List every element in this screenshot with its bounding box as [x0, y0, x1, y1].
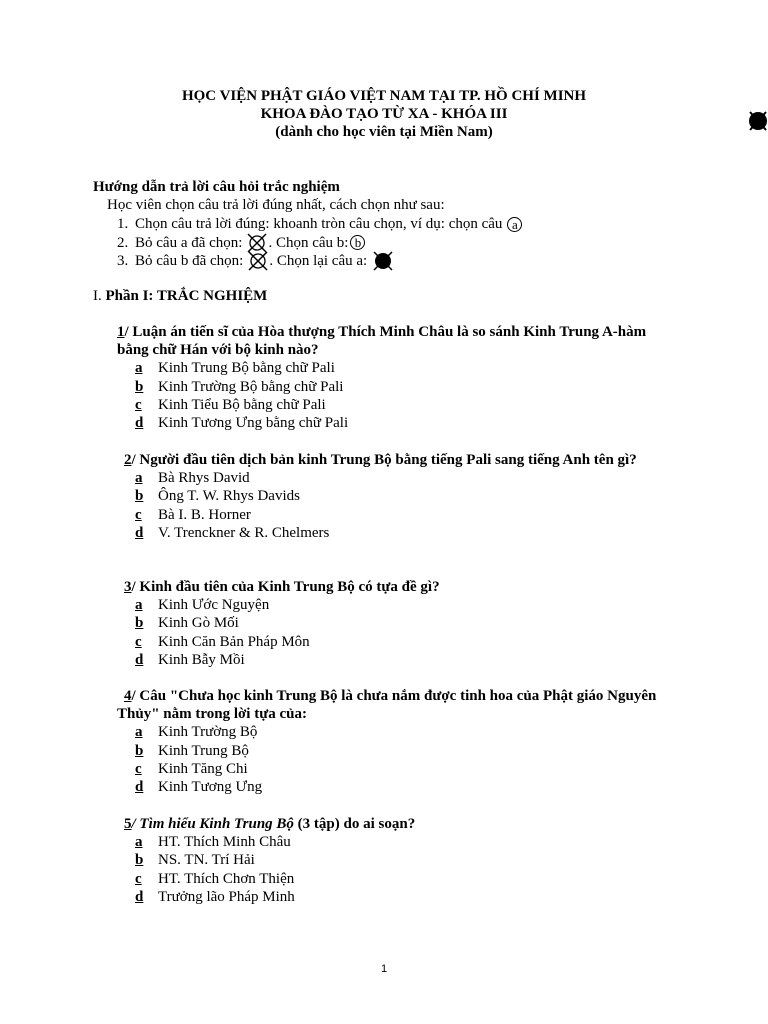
option-letter: d [135, 414, 144, 431]
option-letter: c [135, 506, 142, 523]
option-text: Kinh Tương Ưng [158, 778, 263, 795]
option-a[interactable] [135, 833, 684, 851]
instruction-text: Bỏ câu a đã chọn: [135, 234, 243, 251]
question-text [117, 451, 677, 469]
option-letter: a [135, 470, 143, 487]
option-letter: d [135, 524, 144, 541]
page-number: 1 [380, 963, 388, 975]
question-number: 2 [124, 452, 132, 468]
instruction-item-1 [117, 215, 524, 234]
option-letter: a [135, 360, 143, 377]
option-text: Kinh Bẫy Mồi [158, 651, 245, 668]
option-c[interactable] [135, 396, 677, 414]
option-a[interactable] [135, 359, 677, 377]
header-faculty: KHOA ĐÀO TẠO TỪ XA - KHÓA III [260, 106, 508, 122]
option-a[interactable] [135, 723, 677, 741]
option-text: Kinh Tăng Chi [158, 760, 248, 777]
option-c[interactable] [135, 760, 677, 778]
options-list [135, 469, 677, 542]
instruction-item-3 [117, 252, 524, 271]
option-letter: b [135, 852, 144, 869]
part-heading: Phần I: TRẮC NGHIỆM [105, 288, 268, 304]
option-letter: b [135, 378, 144, 395]
question-text [117, 323, 677, 359]
question-prompt: / Kinh đầu tiên của Kinh Trung Bộ có tựa đề gì? [131, 579, 440, 595]
circled-letter-a: a [507, 217, 522, 232]
question-prompt: / Luận án tiến sĩ của Hòa thượng Thích Minh Châu là so sánh Kinh Trung A-hàm bằng chữ Hán với bộ kinh nào? [117, 324, 647, 359]
options-list [135, 359, 677, 432]
option-d[interactable] [135, 888, 684, 906]
question-2 [117, 451, 677, 542]
instruction-text-continued: . Chọn câu b: [268, 234, 349, 251]
instructions-intro: Học viên chọn câu trả lời đúng nhất, cách chọn như sau: [107, 197, 445, 213]
question-text [124, 578, 684, 596]
question-text [117, 687, 677, 723]
option-letter: a [135, 834, 143, 851]
option-letter: d [135, 778, 144, 795]
option-letter: b [135, 488, 144, 505]
option-b[interactable] [135, 487, 677, 505]
option-text: Trưởng lão Pháp Minh [158, 888, 295, 905]
option-b[interactable] [135, 378, 677, 396]
instruction-number: 3. [117, 253, 129, 269]
option-b[interactable] [135, 742, 677, 760]
option-text: HT. Thích Chơn Thiện [158, 870, 295, 887]
option-b[interactable] [135, 851, 684, 869]
options-list [135, 723, 677, 796]
option-letter: d [135, 651, 144, 668]
instructions-title: Hướng dẫn trả lời câu hỏi trắc nghiệm [93, 179, 340, 195]
header-audience: (dành cho học viên tại Miền Nam) [275, 124, 493, 140]
option-text: Bà Rhys David [158, 470, 250, 487]
option-text: Ông T. W. Rhys Davids [158, 488, 300, 505]
question-4 [117, 687, 677, 796]
option-text: Kinh Trường Bộ bằng chữ Pali [158, 378, 344, 395]
option-letter: c [135, 870, 142, 887]
option-letter: b [135, 615, 144, 632]
option-c[interactable] [135, 633, 684, 651]
question-number: 3 [124, 579, 132, 595]
instruction-text-continued: . Chọn lại câu a: [269, 253, 368, 269]
option-b[interactable] [135, 614, 684, 632]
question-number: 5 [124, 816, 132, 832]
option-d[interactable] [135, 524, 677, 542]
option-text: Bà I. B. Horner [158, 506, 251, 523]
option-text: NS. TN. Trí Hải [158, 852, 255, 869]
question-number: 1 [117, 324, 125, 340]
option-letter: c [135, 760, 142, 777]
option-text: Kinh Trung Bộ [158, 742, 249, 759]
document-header [0, 87, 768, 141]
question-number: 4 [124, 688, 132, 704]
option-d[interactable] [135, 651, 684, 669]
circled-letter-b: b [350, 235, 365, 250]
crossed-circle-icon [248, 251, 268, 271]
question-5 [124, 815, 684, 906]
instructions-list [117, 215, 524, 271]
options-list [135, 833, 684, 906]
question-prompt: (3 tập) do ai soạn? [293, 816, 416, 832]
option-letter: a [135, 724, 143, 741]
option-letter: a [135, 597, 143, 614]
option-a[interactable] [135, 469, 677, 487]
option-text: Kinh Trường Bộ [158, 724, 258, 741]
instruction-item-2 [117, 234, 524, 253]
option-text: HT. Thích Minh Châu [158, 834, 291, 851]
option-letter: c [135, 396, 142, 413]
instruction-number: 1. [117, 216, 129, 232]
option-d[interactable] [135, 778, 677, 796]
instruction-number: 2. [117, 234, 129, 251]
filled-circle-mark-icon [373, 251, 393, 271]
option-text: V. Trenckner & R. Chelmers [158, 524, 330, 541]
option-d[interactable] [135, 414, 677, 432]
option-c[interactable] [135, 870, 684, 888]
option-text: Kinh Căn Bản Pháp Môn [158, 633, 310, 650]
question-prompt: / Câu "Chưa học kinh Trung Bộ là chưa nắm được tinh hoa của Phật giáo Nguyên Thủy" nằm trong lời tựa của: [117, 688, 657, 723]
question-1 [117, 323, 677, 432]
option-text: Kinh Gò Mối [158, 615, 239, 632]
option-text: Kinh Tương Ưng bằng chữ Pali [158, 414, 349, 431]
part-title [93, 288, 267, 305]
options-list [135, 596, 684, 669]
question-text [124, 815, 684, 833]
option-text: Kinh Ước Nguyện [158, 597, 270, 614]
part-roman: I. [93, 288, 102, 304]
question-3 [124, 578, 684, 669]
header-institution: HỌC VIỆN PHẬT GIÁO VIỆT NAM TẠI TP. HỒ CHÍ MINH [181, 88, 587, 104]
crossed-circle-icon [247, 233, 267, 253]
option-letter: b [135, 742, 144, 759]
option-text: Kinh Tiểu Bộ bằng chữ Pali [158, 396, 326, 413]
question-prompt-italic: / Tìm hiểu Kinh Trung Bộ [131, 816, 294, 832]
option-text: Kinh Trung Bộ bằng chữ Pali [158, 360, 335, 377]
option-a[interactable] [135, 596, 684, 614]
option-letter: d [135, 888, 144, 905]
question-prompt: / Người đầu tiên dịch bản kinh Trung Bộ bằng tiếng Pali sang tiếng Anh tên gì? [131, 452, 637, 468]
option-c[interactable] [135, 506, 677, 524]
instruction-text: Chọn câu trả lời đúng: khoanh tròn câu chọn, ví dụ: chọn câu [135, 216, 503, 232]
filled-circle-mark-icon [748, 110, 768, 132]
option-letter: c [135, 633, 142, 650]
instruction-text: Bỏ câu b đã chọn: [135, 253, 244, 269]
